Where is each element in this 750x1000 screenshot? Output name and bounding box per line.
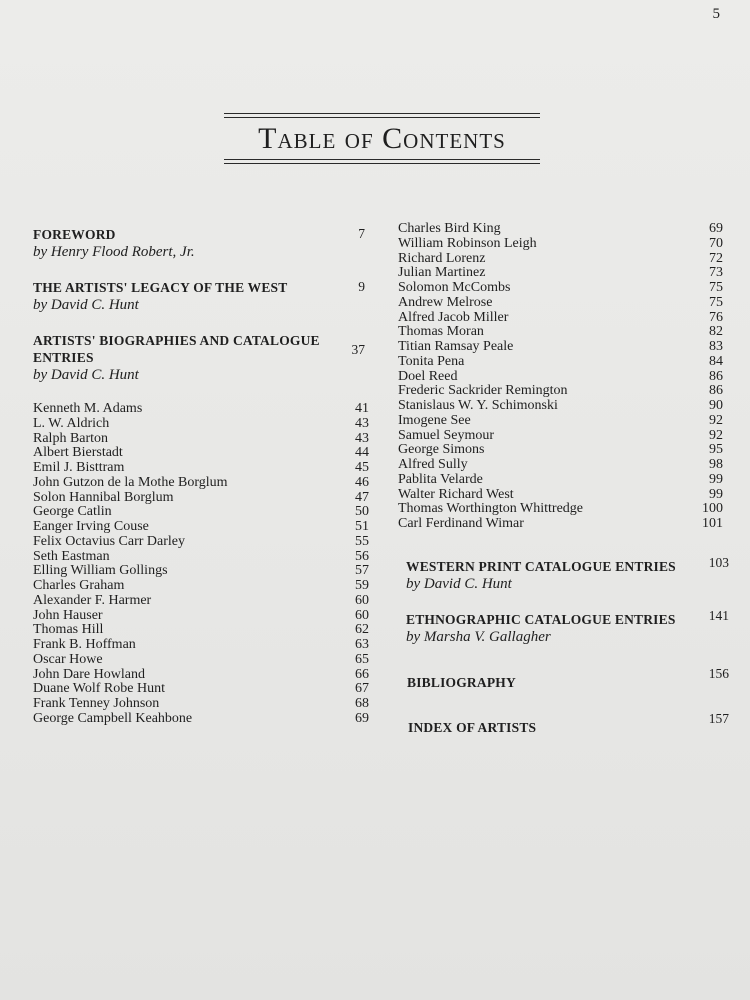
entry-page-number: 44: [355, 445, 369, 461]
toc-entry: [398, 458, 731, 473]
section-page-number: 156: [708, 665, 729, 681]
artist-name: George Campbell Keahbone: [33, 710, 193, 726]
toc-section-western-print: [398, 554, 731, 593]
toc-entry: [33, 535, 369, 550]
title-top-rule: [224, 113, 540, 114]
toc-entry: [33, 579, 369, 594]
entry-page-number: 66: [355, 666, 369, 682]
section-heading: INDEX OF ARTISTS: [408, 719, 537, 735]
page-title: Table of Contents: [258, 122, 506, 155]
artist-name: Stanislaus W. Y. Schimonski: [398, 398, 558, 413]
section-page-number: 37: [351, 342, 365, 357]
toc-entry: [398, 222, 731, 237]
toc-section-ethnographic: [398, 607, 731, 646]
artist-name: Richard Lorenz: [398, 250, 486, 266]
toc-entry: [398, 266, 731, 281]
toc-section-foreword: [33, 226, 369, 261]
toc-entry: [33, 491, 369, 506]
section-heading: ETHNOGRAPHIC CATALOGUE ENTRIES: [406, 611, 676, 627]
section-heading: THE ARTISTS' LEGACY OF THE WEST: [33, 280, 288, 295]
entry-page-number: 100: [702, 501, 723, 517]
artist-name: John Dare Howland: [33, 666, 145, 682]
artist-name: Charles Graham: [33, 578, 125, 593]
toc-entry: [398, 296, 731, 311]
toc-entry: [398, 252, 731, 267]
artist-name: Walter Richard West: [398, 486, 514, 502]
entry-page-number: 99: [709, 471, 723, 487]
toc-entry: [398, 502, 731, 517]
artist-name: Alfred Sully: [398, 457, 468, 472]
page-number: 5: [712, 6, 720, 22]
toc-entry: [398, 517, 731, 532]
entry-page-number: 86: [709, 383, 723, 399]
entry-page-number: 92: [709, 427, 723, 443]
toc-entry: [398, 281, 731, 296]
entry-page-number: 76: [709, 309, 723, 325]
artist-name: Emil J. Bisttram: [33, 460, 125, 475]
toc-entry: [33, 594, 369, 609]
entry-page-number: 62: [355, 622, 369, 638]
artist-name: William Robinson Leigh: [398, 235, 537, 251]
toc-entry: [398, 473, 731, 488]
entry-page-number: 67: [355, 681, 369, 697]
entry-page-number: 41: [355, 401, 369, 416]
title-top-rule-2: [224, 117, 540, 118]
artist-name: Doel Reed: [398, 368, 458, 384]
toc-section-bibliography: [398, 665, 731, 691]
toc-entry: [33, 653, 369, 668]
artist-name: Carl Ferdinand Wimar: [398, 516, 524, 531]
entry-page-number: 82: [709, 324, 723, 340]
entry-page-number: 86: [709, 368, 723, 384]
toc-entry: [33, 417, 369, 432]
artist-name: Albert Bierstadt: [33, 445, 123, 461]
toc-entry: [33, 623, 369, 638]
entry-page-number: 60: [355, 607, 369, 623]
entry-page-number: 83: [709, 339, 723, 354]
artist-name: Frank B. Hoffman: [33, 637, 136, 652]
entry-page-number: 50: [355, 504, 369, 520]
artist-name: Imogene See: [398, 412, 471, 428]
toc-entry: [33, 550, 369, 565]
section-author: by Henry Flood Robert, Jr.: [33, 244, 195, 260]
entry-page-number: 75: [709, 294, 723, 310]
toc-entry: [33, 432, 369, 447]
toc-entry: [398, 370, 731, 385]
artist-name: Duane Wolf Robe Hunt: [33, 681, 165, 697]
section-heading: WESTERN PRINT CATALOGUE ENTRIES: [406, 558, 676, 574]
artist-name: Eanger Irving Couse: [33, 519, 149, 534]
entry-page-number: 46: [355, 474, 369, 490]
toc-entry: [33, 564, 369, 579]
toc-section-index: [398, 710, 731, 736]
toc-entry: [33, 476, 369, 491]
toc-section-biographies: [33, 332, 365, 384]
section-author: by David C. Hunt: [406, 575, 512, 592]
entry-page-number: 99: [709, 486, 723, 502]
artist-name: Thomas Worthington Whittredge: [398, 501, 583, 517]
right-column: [398, 222, 731, 736]
entry-page-number: 73: [709, 265, 723, 281]
entry-page-number: 72: [709, 250, 723, 266]
artist-name: Elling William Gollings: [33, 563, 168, 579]
toc-entry: [398, 237, 731, 252]
entry-page-number: 70: [709, 235, 723, 251]
entry-page-number: 101: [702, 516, 723, 531]
entry-page-number: 51: [355, 519, 369, 534]
toc-entry: [33, 697, 369, 712]
toc-entry: [33, 712, 369, 727]
section-page-number: 103: [708, 554, 729, 570]
artist-name: Alfred Jacob Miller: [398, 309, 509, 325]
entry-page-number: 92: [709, 412, 723, 428]
toc-entry: [33, 609, 369, 624]
entry-page-number: 98: [709, 457, 723, 472]
artist-name: Tonita Pena: [398, 353, 465, 369]
toc-entry: [398, 355, 731, 370]
artist-name: Solomon McCombs: [398, 280, 511, 295]
toc-entry: [398, 488, 731, 503]
artist-name: Thomas Hill: [33, 622, 104, 638]
artist-name: Seth Eastman: [33, 548, 110, 564]
artist-name: Julian Martinez: [398, 265, 486, 281]
entry-page-number: 68: [355, 696, 369, 711]
section-page-number: 7: [358, 226, 365, 241]
entry-page-number: 43: [355, 415, 369, 431]
entry-page-number: 56: [355, 548, 369, 564]
left-column: [33, 226, 369, 727]
artist-name: John Hauser: [33, 607, 103, 623]
toc-entry: [398, 429, 731, 444]
artist-name: Felix Octavius Carr Darley: [33, 533, 186, 549]
artist-name: Oscar Howe: [33, 651, 103, 667]
entry-page-number: 43: [355, 430, 369, 446]
section-page-number: 9: [358, 279, 365, 294]
toc-entry: [33, 668, 369, 683]
section-heading: BIBLIOGRAPHY: [407, 674, 516, 690]
artist-name: L. W. Aldrich: [33, 415, 110, 431]
entry-page-number: 55: [355, 533, 369, 549]
toc-entry: [398, 340, 731, 355]
toc-entry: [398, 384, 731, 399]
entry-page-number: 75: [709, 280, 723, 295]
artist-name: Frank Tenney Johnson: [33, 696, 160, 711]
section-author: by David C. Hunt: [33, 367, 139, 383]
entry-page-number: 59: [355, 578, 369, 593]
toc-entry: [33, 505, 369, 520]
entry-page-number: 60: [355, 592, 369, 608]
section-heading: FOREWORD: [33, 227, 116, 242]
artist-name: Andrew Melrose: [398, 294, 493, 310]
artist-name: Kenneth M. Adams: [33, 401, 143, 416]
entry-page-number: 65: [355, 651, 369, 667]
toc-entry: [33, 461, 369, 476]
artist-name: Solon Hannibal Borglum: [33, 489, 174, 505]
toc-entry: [398, 414, 731, 429]
artist-list-right: [398, 222, 731, 532]
entry-page-number: 90: [709, 398, 723, 413]
title-block: [224, 113, 540, 164]
toc-section-legacy: [33, 279, 369, 314]
section-heading: ARTISTS' BIOGRAPHIES AND CATALOGUE ENTRIES: [33, 333, 320, 365]
artist-name: George Simons: [398, 442, 485, 458]
toc-entry: [398, 399, 731, 414]
section-page-number: 157: [708, 710, 729, 726]
entry-page-number: 63: [355, 637, 369, 652]
toc-entry: [33, 446, 369, 461]
entry-page-number: 69: [355, 710, 369, 726]
title-bottom-rule: [224, 159, 540, 160]
artist-name: Thomas Moran: [398, 324, 484, 340]
entry-page-number: 57: [355, 563, 369, 579]
section-page-number: 141: [708, 607, 729, 623]
entry-page-number: 45: [355, 460, 369, 475]
artist-name: Alexander F. Harmer: [33, 592, 152, 608]
toc-entry: [33, 520, 369, 535]
toc-entry: [33, 638, 369, 653]
artist-name: Frederic Sackrider Remington: [398, 383, 568, 399]
toc-entry: [398, 443, 731, 458]
toc-entry: [398, 311, 731, 326]
entry-page-number: 95: [709, 442, 723, 458]
artist-name: Charles Bird King: [398, 221, 501, 236]
artist-name: Samuel Seymour: [398, 427, 495, 443]
artist-name: John Gutzon de la Mothe Borglum: [33, 474, 228, 490]
artist-name: Titian Ramsay Peale: [398, 339, 514, 354]
entry-page-number: 69: [709, 221, 723, 236]
toc-entry: [33, 402, 369, 417]
section-author: by David C. Hunt: [33, 297, 139, 313]
entry-page-number: 84: [709, 353, 723, 369]
entry-page-number: 47: [355, 489, 369, 505]
toc-entry: [33, 682, 369, 697]
artist-name: George Catlin: [33, 504, 112, 520]
artist-name: Ralph Barton: [33, 430, 109, 446]
section-author: by Marsha V. Gallagher: [406, 628, 551, 645]
toc-entry: [398, 325, 731, 340]
title-bottom-rule-2: [224, 163, 540, 164]
artist-name: Pablita Velarde: [398, 471, 483, 487]
artist-list-left: [33, 402, 369, 727]
